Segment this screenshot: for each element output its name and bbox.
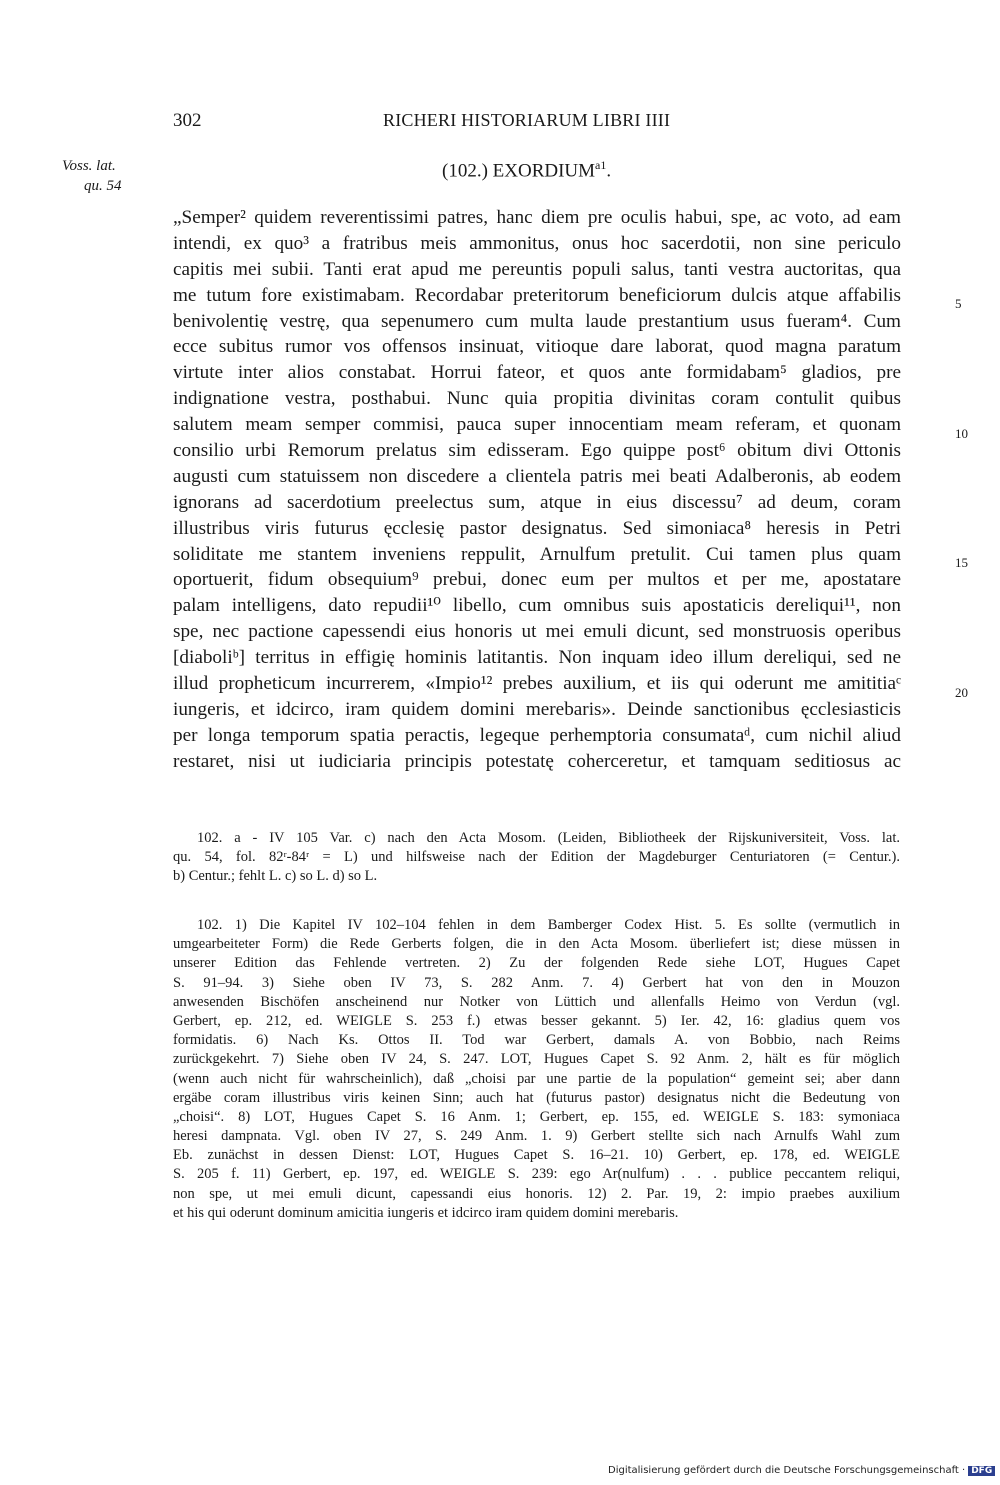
note-line: ergäbe coram illustribus viris keinen Sinn; auch hat (futurus pastor) designatus nicht die Bedeutung von [173, 1089, 900, 1106]
note-line: anwesenden Bischöfen anscheinend nur Notker von Lüttich und allenfalls Heimo von Verdun (vgl. [173, 993, 900, 1010]
text-line: [diaboliᵇ] territus in effigię hominis latitantis. Non inquam ideo illum dereliqui, sed ne [173, 647, 901, 669]
text-line: me tutum fore existimabam. Recordabar preteritorum beneficiorum dulcis atque affabilis [173, 284, 901, 306]
text-line: consilio urbi Remorum prelatus sim edisseram. Ego quippe post⁶ obitum divi Ottonis [173, 440, 901, 462]
line-number-10: 10 [955, 426, 968, 441]
chapter-title-footnote-ref: a1 [595, 158, 607, 172]
text-line: „Semper² quidem reverentissimi patres, hanc diem pre oculis habui, spe, ac voto, ad eam [173, 207, 901, 228]
note-line: Eb. zunächst in dessen Dienst: LOT, Hugues Capet S. 16–21. 10) Gerbert, ep. 178, ed. WEIGLE [173, 1147, 900, 1164]
chapter-title [442, 158, 611, 182]
text-line: per longa temporum spatia peractis, legeque perhemptoria consumataᵈ, cum nichil aliud [173, 724, 901, 746]
note-line: S. 205 f. 11) Gerbert, ep. 197, ed. WEIGLE S. 239: ego Ar(nulfum) . . . publice peccantem reliqui, [173, 1166, 900, 1183]
text-line: iungeris, et idcirco, iram quidem domini merebaris». Deinde sanctionibus ęcclesiasticis [173, 698, 901, 720]
apparatus-line: b) Centur.; fehlt L. c) so L. d) so L. [173, 868, 378, 885]
critical-apparatus [173, 829, 900, 887]
text-line: spe, nec pactione capessendi eius honoris ut mei emuli dicunt, sed monstruosis operibus [173, 621, 901, 643]
text-line: ecce subitus rumor vos offensos insinuat, vitioque dare laborat, quod magna paratum [173, 336, 901, 358]
chapter-title-text: (102.) EXORDIUM [442, 160, 596, 182]
text-line: palam intelligens, dato repudii¹⁰ libello, cum omnibus suis apostaticis dereliqui¹¹, non [173, 595, 901, 617]
chapter-title-end: . [606, 160, 612, 182]
note-line: zurückgekehrt. 7) Siehe oben IV 24, S. 247. LOT, Hugues Capet S. 92 Anm. 2, hält es für möglich [173, 1051, 900, 1068]
text-line: benivolentię vestrę, qua sepenumero cum multa laude prestantium usus fueram⁴. Cum [173, 310, 901, 332]
text-line: oportuerit, fidum obsequium⁹ prebui, donec eum per multos et per me, apostatare [173, 569, 901, 591]
main-text [173, 205, 901, 775]
digitization-credit [608, 1465, 995, 1476]
text-line: soliditate me stantem inveniens reppulit, Arnulfum pretulit. Cui tamen plus quam [173, 543, 901, 565]
apparatus-line: qu. 54, fol. 82ʳ-84ʳ = L) und hilfsweise nach der Edition der Magdeburger Centuriatoren (= Centur.). [173, 849, 900, 866]
dfg-logo: DFG [968, 1466, 995, 1476]
line-number-15: 15 [955, 555, 968, 570]
note-line: unserer Edition das Fehlende vertreten. 2) Zu der folgenden Rede siehe LOT, Hugues Capet [173, 955, 900, 972]
note-line: „choisi“. 8) LOT, Hugues Capet S. 16 Anm. 1; Gerbert, ep. 155, ed. WEIGLE S. 183: symoniaca [173, 1108, 900, 1125]
text-line: indignatione vestra, posthabui. Nunc quia propitia divinitas coram contulit quibus [173, 388, 901, 410]
note-line: Gerbert, ep. 212, ed. WEIGLE S. 253 f.) etwas besser gekannt. 5) Ier. 42, 16: gladius quem vos [173, 1012, 900, 1029]
note-line: formidatis. 6) Nach Ks. Ottos II. Tod war Gerbert, damals A. von Bobbio, nach Reims [173, 1032, 900, 1049]
note-line: et his qui oderunt dominum amicitia iungeris et idcirco iram quidem domini merebaris. [173, 1204, 679, 1221]
note-line: non spe, ut mei emuli dicunt, capessandi eius honoris. 12) 2. Par. 19, 2: impio praebes auxilium [173, 1185, 900, 1202]
margin-source-line-1: Voss. lat. [62, 158, 116, 174]
text-line: restaret, nisi ut iudiciaria principis potestatę coherceretur, et tamquam seditiosus ac [173, 750, 901, 772]
note-line: (wenn auch nicht für wahrscheinlich), daß „choisi par une partie de la population“ gemeint sei; aber dann [173, 1070, 900, 1087]
apparatus-line: 102. a - IV 105 Var. c) nach den Acta Mosom. (Leiden, Bibliotheek der Rijskuniversiteit, Voss. lat. [197, 830, 900, 846]
note-line: heresi dampnata. Vgl. oben IV 27, S. 249 Anm. 1. 9) Gerbert stellte sich nach Arnulfs Wahl zum [173, 1128, 900, 1145]
text-line: salutem meam semper commisi, pauca super innocentiam meam referam, et quonam [173, 414, 901, 436]
line-number-5: 5 [955, 296, 962, 311]
page-number: 302 [173, 110, 202, 131]
text-line: illud propheticum incurrerem, «Impio¹² prebes auxilium, et iis qui oderunt me amititiaᶜ [173, 673, 901, 695]
margin-source-line-2: qu. 54 [84, 178, 122, 194]
text-line: virtute inter alios constabat. Horrui fateor, et quos ante formidabam⁵ gladios, pre [173, 362, 901, 384]
text-line: ignorans ad sacerdotium preelectus sum, atque in eius discessu⁷ ad deum, coram [173, 491, 901, 513]
text-line: capitis mei subii. Tanti erat apud me pereuntis populi salus, tanti vestra auctoritas, qua [173, 258, 901, 280]
margin-source-note [62, 156, 162, 196]
note-line: umgearbeiteter Form) die Rede Gerberts folgen, die in den Acta Mosom. überliefert ist; diese müssen in [173, 936, 900, 953]
line-number-20: 20 [955, 685, 968, 700]
text-line: illustribus viris futurus ęcclesię pastor designatus. Sed simoniaca⁸ heresis in Petri [173, 517, 901, 539]
running-title: RICHERI HISTORIARUM LIBRI IIII [383, 110, 671, 130]
credit-text: Digitalisierung gefördert durch die Deutsche Forschungsgemeinschaft · [608, 1465, 966, 1476]
text-line: augusti cum statuissem non discedere a clientela patris mei beati Adalberonis, ab eodem [173, 465, 901, 487]
text-line: intendi, ex quo³ a fratribus meis ammonitus, onus hoc sacerdotii, non sine periculo [173, 232, 901, 254]
note-line: S. 91–94. 3) Siehe oben IV 73, S. 282 Anm. 7. 4) Gerbert hat von den in Mouzon [173, 974, 900, 991]
historical-notes [173, 916, 900, 1223]
note-line: 102. 1) Die Kapitel IV 102–104 fehlen in dem Bamberger Codex Hist. 5. Es sollte (vermutlich in [197, 917, 900, 933]
